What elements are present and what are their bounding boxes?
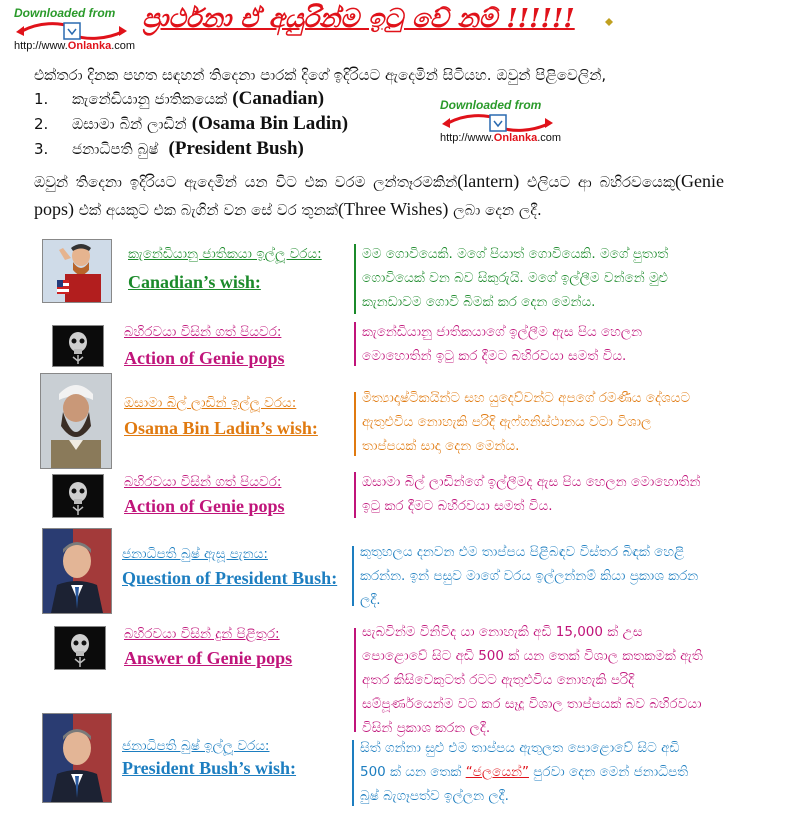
bush-photo [42,528,112,614]
canadian-photo [42,239,112,303]
row-divider [354,322,356,366]
row-label-si: කැනේඩියානු ජාතිකයා ඉල්ලූ වරය: [128,246,322,262]
row-label-si: බහිරවයා විසින් ගත් පියවර: [124,474,282,490]
skull-icon [53,475,103,517]
row-divider [354,244,356,314]
skull-icon [55,627,105,669]
row-label-en: Answer of Genie pops [124,648,293,668]
list-item: 2. ඔසාමා බින් ලාඩින් (Osama Bin Ladin) [34,113,349,134]
row-description: කුතුහලය දනවන එම තාප්පය පිළිබඳව විස්තර බිඳක් හෙළි කරන්න. ඉන් පසුව මාගේ වරය ඉල්ලන්නම් කියා ප්‍රකාශ කරන ලදී. [360,544,699,608]
row-label-si: බහිරවයා විසින් ගත් පියවර: [124,324,282,340]
list-item: 1. කැනේඩියානු ජාතිකයෙක් (Canadian) [34,88,325,109]
row-label-en: President Bush’s wish: [122,758,297,778]
genie-photo [52,474,104,518]
row-label-en: Question of President Bush: [122,568,338,588]
row-description: සැබවින්ම විනිවිද යා නොහැකි අඩි 15,000 ක් උස පොළොවේ සිට අඩි 500 ක් යන තෙක් විශාල කතකමක් ඇති අතර කිසිවෙකුටත් රටට ඇතුළුවිය නොහැකි පරිදි සම්පූර්ණයෙන්ම වට කර සෑදූ විශාල තාප්පයක් බව බහිරවයා විසින් ප්‍රකාශ කරන ලදී. [362,624,703,736]
logo-arrows-icon [14,22,144,40]
row-description: කැනේඩියානු ජාතිකයාගේ ඉල්ලීම ඇස පිය හෙලන මොහොතින් ඉටු කර දීමට බහිරවයා සමත් විය. [362,324,643,364]
row-divider [352,740,354,806]
row-description: මම ගොවියෙකි. මගේ පියාත් ගොවියෙකි. මගේ පුතාත් ගොවියෙක් වන බව සිකුරුයි. මගේ ඉල්ලීම වන්නේ මුළු කැනඩාවම ගොවි බිමක් කර දෙන මෙන්ය. [362,246,669,310]
logo-arrows-icon [440,114,570,132]
logo-downloaded-from: Downloaded from [440,98,542,112]
logo-url: http://www.Onlanka.com [14,40,136,52]
row-description: මිත්‍යාදෘෂ්ටිකයින්ට සහ යුදෙව්වන්ට අපගේ රමණීය දේශයට ඇතුළුවිය නොහැකි පරිදි ඇෆ්ගනිස්ථානය වටා විශාල තාප්පයක් සාදා දෙන මෙන්ය. [362,390,691,454]
list-item: 3. ජනාධිපති බුෂ් (President Bush) [34,138,304,159]
row-label-si: බහිරවයා විසින් දුන් පිළිතුර: [124,626,280,642]
bush-photo [42,713,112,803]
ornament-icon [604,12,614,22]
highlight-word: “ජලයෙන්” [465,764,529,780]
genie-photo [52,325,104,367]
row-description: සිත් ගන්නා සුළු එම තාප්පය ඇතුලත පොළොවේ සිට අඩි 500 ක් යන තෙක් “ජලයෙන්” පුරවා දෙන මෙන් ජනාධිපති බුෂ් බැගෑපත්ව ඉල්ලන ලදී. [360,740,689,804]
row-divider [352,546,354,606]
row-description: ඔසාමා බිල් ලාඩින්ගේ ඉල්ලීමද ඇස පිය හෙලන මොහොතින් ඉටු කර දීමට බහිරවයා සමත් විය. [362,474,701,514]
logo-downloaded-from: Downloaded from [14,6,116,20]
row-label-en: Canadian’s wish: [128,272,261,292]
intro-list [34,88,348,163]
row-label-si: ඔසාමා බිල් ලාඩින් ඉල්ලූ වරය: [124,395,297,411]
row-label-en: Osama Bin Ladin’s wish: [124,418,318,438]
skull-icon [53,326,103,366]
row-divider [354,628,356,732]
logo-url: http://www.Onlanka.com [440,132,562,144]
row-label-en: Action of Genie pops [124,496,285,516]
intro-line: එක්තරා දිනක පහත සඳහන් තිදෙනා පාරක් දිගේ ඉදිරියට ඇදෙමින් සිටියහ. ඔවුන් පිළිවෙලින්, [34,66,607,84]
story-paragraph: ඔවුන් තිදෙනා ඉදිරියට ඇදෙමින් යන විට එක වරම ලන්තෑරමකින්(lantern) එලියට ආ බහිරවයෙකු(Genie pops) එක් අයකුට එක බැගින් වන සේ වර තුනක්(Three Wishes) ලබා දෙන ලදී. [34,171,724,219]
onlanka-logo [440,98,570,150]
row-label-si: ජනාධිපති බුෂ් ඉල්ලූ වරය: [122,738,270,754]
osama-photo [40,373,112,469]
row-divider [354,392,356,456]
row-label-en: Action of Genie pops [124,348,285,368]
row-divider [354,472,356,518]
genie-photo [54,626,106,670]
onlanka-logo [14,6,144,58]
page-title: ප්‍රාර්ථනා ඒ අයුරින්ම ඉටු වේ නම් !!!!!! [142,4,575,34]
row-label-si: ජනාධිපති බුෂ් ඇසූ පැනය: [122,546,268,562]
